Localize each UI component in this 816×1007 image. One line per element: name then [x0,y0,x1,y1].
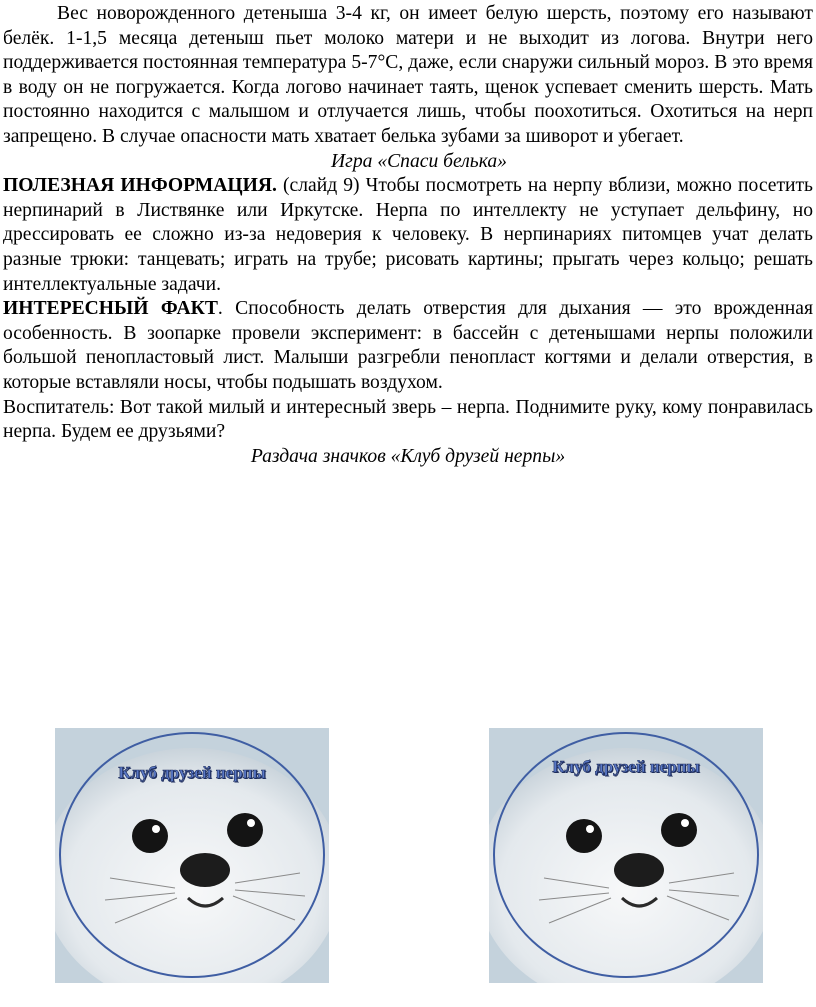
interesting-fact-text: . Способность делать отверстия для дыхания — это врожденная особенность. В зоопарке провели эксперимент: в бассейн с детенышами нерпы положили большой пенопластовый лист. Малыши разгребли пенопласт когтями и делали отверстия, в которые вставляли носы, чтобы подышать воздухом. [3,298,813,393]
club-badge-left [55,728,329,983]
useful-info-label: ПОЛЕЗНАЯ ИНФОРМАЦИЯ. [3,175,277,197]
paragraph-seal-pup: Вес новорожденного детеныша 3-4 кг, он имеет белую шерсть, поэтому его называют белёк. 1-1,5 месяца детеныш пьет молоко матери и не выходит из логова. Внутри него поддерживается постоянная температура 5-7°С, даже, если снаружи сильный мороз. В это время в воду он не погружается. Когда логово начинает таять, щенок успевает сменить шерсть. Мать постоянно находится с малышом и отлучается лишь, чтобы поохотиться. Охотиться на нерп запрещено. В случае опасности мать хватает белька зубами за шиворот и убегает. [3,3,813,147]
seal-left-eye [132,819,168,853]
seal-right-eye [227,813,263,847]
paragraph-teacher: Воспитатель: Вот такой милый и интересный зверь – нерпа. Поднимите руку, кому понравилась нерпа. Будем ее друзьями? [3,396,813,443]
handout-title: Раздача значков «Клуб друзей нерпы» [250,445,566,467]
interesting-fact-label: ИНТЕРЕСНЫЙ ФАКТ [3,298,218,320]
seal-right-eye [661,813,697,847]
seal-nose [180,853,230,887]
paragraph-useful-info [3,174,813,297]
badge-title: Клуб друзей нерпы [118,763,266,782]
document-text [3,2,813,469]
useful-info-text: (слайд 9) Чтобы посмотреть на нерпу вблизи, можно посетить нерпинарий в Листвянке или Иркутске. Нерпа по интеллекту не уступает дельфину, но дрессировать ее сложно из-за недоверия к человеку. В нерпинариях питомцев учат делать разные трюки: танцевать; играть на трубе; рисовать картины; прыгать через кольцо; решать интеллектуальные задачи. [3,175,813,295]
seal-left-eye [566,819,602,853]
club-badge-right [489,728,763,983]
seal-nose [614,853,664,887]
badge-title: Клуб друзей нерпы [552,757,700,776]
game-title: Игра «Спаси белька» [331,150,507,172]
paragraph-interesting-fact [3,297,813,395]
